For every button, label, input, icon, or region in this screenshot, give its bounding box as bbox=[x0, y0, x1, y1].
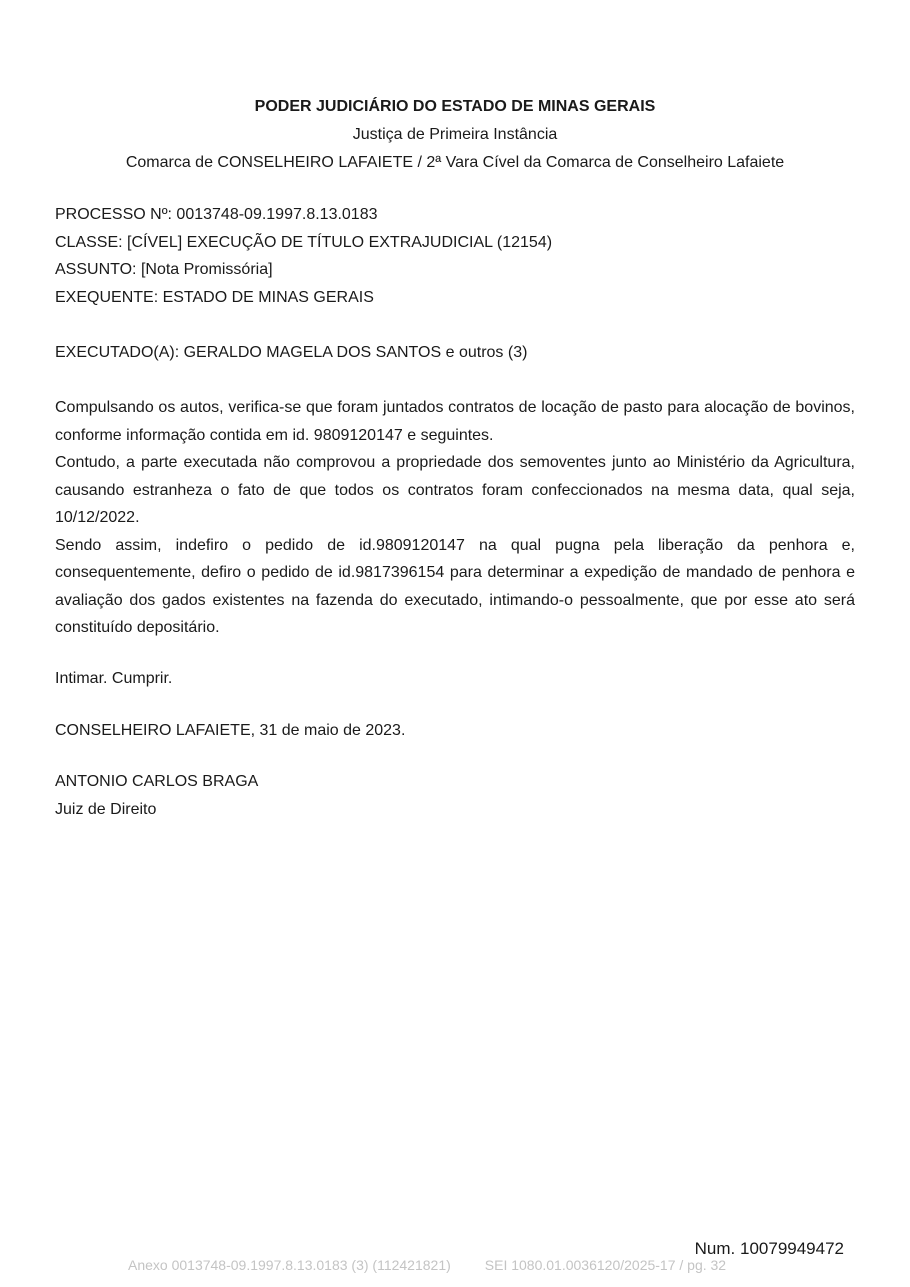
judge-name: ANTONIO CARLOS BRAGA bbox=[55, 773, 259, 790]
signature-block bbox=[55, 768, 258, 824]
court-name: PODER JUDICIÁRIO DO ESTADO DE MINAS GERAIS bbox=[254, 98, 656, 115]
page-footer bbox=[128, 1257, 726, 1273]
footer-anexo: Anexo 0013748-09.1997.8.13.0183 (3) (112421821) bbox=[128, 1257, 451, 1273]
decision-closing: Intimar. Cumprir. bbox=[55, 670, 173, 687]
court-comarca: Comarca de CONSELHEIRO LAFAIETE / 2ª Vara Cível da Comarca de Conselheiro Lafaiete bbox=[125, 154, 785, 171]
process-plaintiff: EXEQUENTE: ESTADO DE MINAS GERAIS bbox=[55, 288, 374, 306]
process-subject: ASSUNTO: [Nota Promissória] bbox=[55, 261, 273, 278]
decision-body bbox=[55, 394, 855, 642]
process-metadata bbox=[55, 201, 855, 311]
decision-paragraph-3: Sendo assim, indefiro o pedido de id.9809120147 na qual pugna pela liberação da penhora e, consequentemente, defiro o pedido de id.9817396154 para determinar a expedição de mandado de penhora e avaliação dos gados existentes na fazenda do executado, intimando-o pessoalmente, que por esse ato será constituído depositário. bbox=[55, 536, 855, 636]
judge-title: Juiz de Direito bbox=[55, 801, 157, 818]
process-defendant: EXECUTADO(A): GERALDO MAGELA DOS SANTOS e outros (3) bbox=[55, 344, 528, 361]
process-class: CLASSE: [CÍVEL] EXECUÇÃO DE TÍTULO EXTRAJUDICIAL (12154) bbox=[55, 233, 553, 251]
document-header bbox=[55, 93, 855, 177]
footer-sei: SEI 1080.01.0036120/2025-17 / pg. 32 bbox=[484, 1257, 727, 1273]
decision-paragraph-1: Compulsando os autos, verifica-se que foram juntados contratos de locação de pasto para alocação de bovinos, conforme informação contida em id. 9809120147 e seguintes. bbox=[55, 399, 855, 444]
process-number: PROCESSO Nº: 0013748-09.1997.8.13.0183 bbox=[55, 206, 378, 223]
court-instance: Justiça de Primeira Instância bbox=[352, 126, 558, 143]
document-number: Num. 10079949472 bbox=[694, 1239, 844, 1258]
place-and-date: CONSELHEIRO LAFAIETE, 31 de maio de 2023. bbox=[55, 722, 406, 739]
decision-paragraph-2: Contudo, a parte executada não comprovou a propriedade dos semoventes junto ao Ministério da Agricultura, causando estranheza o fato de que todos os contratos foram confeccionados na mesma data, qual seja, 10/12/2022. bbox=[55, 454, 855, 526]
